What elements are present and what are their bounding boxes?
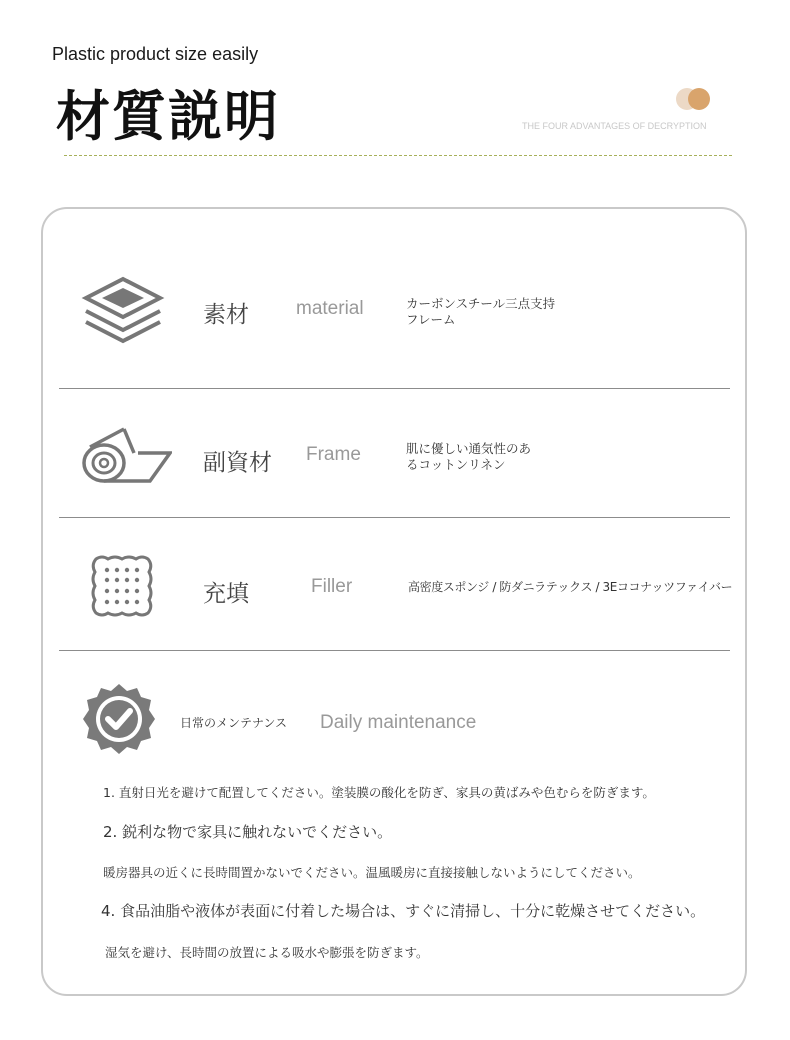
fabric-roll-icon [80,425,172,485]
row-frame-desc: 肌に優しい通気性のあ るコットンリネン [406,441,532,472]
check-badge-icon [82,682,156,756]
maintenance-item-1: 1. 直射日光を避けて配置してください。塗装膜の酸化を防ぎ、家具の黄ばみや色むらを防ぎます。 [103,785,655,800]
row-divider [59,388,730,389]
row-filler-label: 充填 [203,581,249,607]
sponge-icon [90,555,154,617]
maintenance-item-5: 湿気を避け、長時間の放置による吸水や膨張を防ぎます。 [105,945,429,960]
advantages-caption: THE FOUR ADVANTAGES OF DECRYPTION [522,121,707,131]
maintenance-item-4: 4. 食品油脂や液体が表面に付着した場合は、すぐに清掃し、十分に乾燥させてください。 [101,902,706,920]
row-filler-en: Filler [311,576,353,597]
row-frame-label: 副資材 [203,450,272,476]
header-divider [64,155,732,156]
row-frame-en: Frame [306,444,361,465]
page-title: 材質説明 [56,85,280,148]
row-filler-desc: 高密度スポンジ / 防ダニラテックス / 3Eココナッツファイバー [408,580,733,594]
maintenance-en: Daily maintenance [320,712,477,733]
row-divider [59,517,730,518]
layers-icon [80,276,166,344]
row-material-en: material [296,298,364,319]
maintenance-item-2: 2. 鋭利な物で家具に触れないでください。 [103,823,393,841]
maintenance-label: 日常のメンテナンス [180,716,288,730]
row-divider [59,650,730,651]
row-material-desc: カーボンスチール三点支持 フレーム [406,296,556,327]
header-subtitle: Plastic product size easily [52,44,259,64]
row-material-label: 素材 [203,302,249,328]
maintenance-item-3: 暖房器具の近くに長時間置かないでください。温風暖房に直接接触しないようにしてください。 [103,865,641,880]
decor-dots [676,88,716,110]
